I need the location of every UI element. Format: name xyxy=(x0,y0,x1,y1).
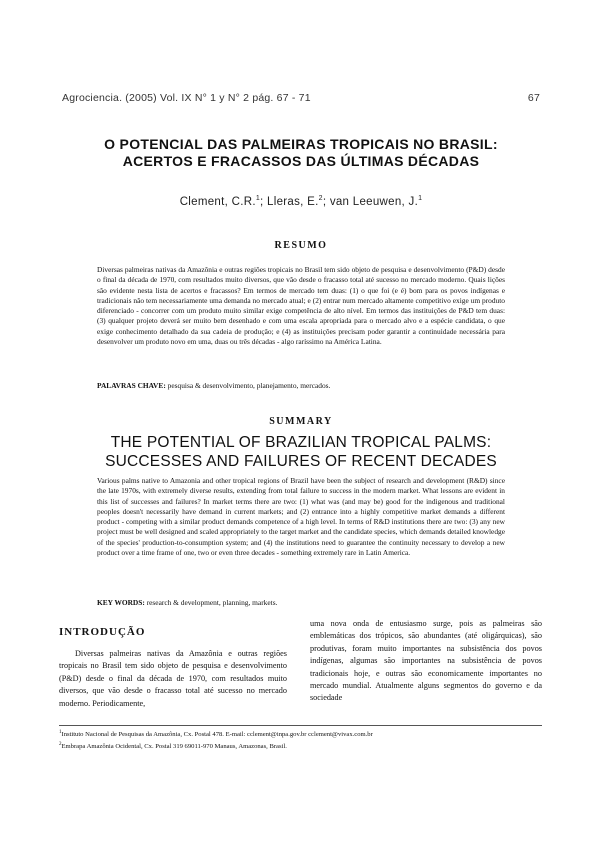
author-3: van Leeuwen, J. xyxy=(329,195,419,208)
left-column xyxy=(59,626,287,710)
intro-paragraph-right: uma nova onda de entusiasmo surge, pois as palmeiras são emblemáticas dos trópicos, são abundantes (até oligárquicas), são produtivas, foram muito importantes na subsistência dos povos indígenas, algumas são importantes na subsistência de povos tradicionais hoje, e outras são economicamente importantes no mercado mundial. Atualmente alguns segmentos do governo e da sociedade xyxy=(310,619,542,703)
running-head xyxy=(62,92,540,104)
author-list xyxy=(62,195,540,208)
author-2: Lleras, E. xyxy=(267,195,319,208)
title-en-line-1: THE POTENTIAL OF BRAZILIAN TROPICAL PALMS: xyxy=(110,434,492,451)
author-1-affiliation: 1 xyxy=(255,195,261,202)
footnote-2 xyxy=(59,740,542,752)
footnote-1-text: Instituto Nacional de Pesquisas da Amazônia, Cx. Postal 478. E-mail: cclement@inpa.gov.br cclement@vivax.com.br xyxy=(61,731,373,739)
title-portuguese xyxy=(62,136,540,170)
section-heading-introducao: INTRODUÇÃO xyxy=(59,626,146,638)
footnote-1 xyxy=(59,728,542,740)
resumo-keywords xyxy=(97,381,505,391)
footnote-divider xyxy=(59,725,542,726)
author-1: Clement, C.R. xyxy=(179,195,256,208)
summary-keywords xyxy=(97,598,505,608)
footnote-2-text: Embrapa Amazônia Ocidental, Cx. Postal 319 69011-970 Manaus, Amazonas, Brasil. xyxy=(61,742,287,750)
author-separator: ; xyxy=(322,195,330,208)
footnotes xyxy=(59,728,542,751)
summary-heading: SUMMARY xyxy=(269,416,333,427)
author-2-affiliation: 2 xyxy=(318,195,323,202)
keywords-label: KEY WORDS: xyxy=(97,598,145,607)
intro-paragraph-left: Diversas palmeiras nativas da Amazônia e outras regiões tropicais no Brasil tem sido objeto de pesquisa e desenvolvimento (P&D) desde o final da década de 1970, com resultados muito diversos, que vão desde o fracasso total até sucesso no mercado moderno. Periodicamente, xyxy=(59,649,287,708)
title-english xyxy=(62,433,540,471)
title-pt-line-1: O POTENCIAL DAS PALMEIRAS TROPICAIS NO BRASIL: xyxy=(104,136,498,152)
keywords-text: research & development, planning, markets. xyxy=(144,598,278,607)
resumo-heading: RESUMO xyxy=(274,240,328,251)
author-3-affiliation: 1 xyxy=(418,195,423,202)
right-column xyxy=(310,618,542,705)
keywords-text: pesquisa & desenvolvimento, planejamento, mercados. xyxy=(165,381,331,390)
title-pt-line-2: ACERTOS E FRACASSOS DAS ÚLTIMAS DÉCADAS xyxy=(122,153,480,169)
footnote-1-marker: 1 xyxy=(59,730,62,735)
author-separator: ; xyxy=(260,195,268,208)
keywords-label: PALAVRAS CHAVE: xyxy=(97,381,166,390)
resumo-body: Diversas palmeiras nativas da Amazônia e outras regiões tropicais no Brasil tem sido objeto de pesquisa e desenvolvimento (P&D) desde o final da década de 1970, com resultados muito diversos, que vão desde o fracasso total até sucesso no mercado moderno. Quais lições são evidente nesta lista de acertos e fracassos? Em termos de mercado tem duas: (1) o que foi (e é) bom para os povos indígenas e tradicionais não tem necessariamente uma demanda no mercado atual; e (2) entrar num mercado altamente competitivo exige um produto diferenciado - concorrer com um produto muito similar exige competência de alto nível. Em termos das instituições de P&D tem duas: (3) qualquer projeto deverá ser muito bem desenhado e com uma escala apropriada para o mercado alvo e a espécie candidata, o que exige conhecimento detalhado da sua cadeia de produção; e (4) as instituições precisam poder garantir a continuidade necessária para desenvolver um produto novo em uma, duas ou três décadas - algo raríssimo na América Latina. xyxy=(97,265,505,347)
footnote-2-marker: 2 xyxy=(59,741,62,747)
journal-citation: Agrociencia. (2005) Vol. IX N° 1 y N° 2 pág. 67 - 71 xyxy=(62,92,311,104)
page-number: 67 xyxy=(527,92,540,104)
summary-body: Various palms native to Amazonia and other tropical regions of Brazil have been the subject of research and development (R&D) since the late 1970s, with extremely diverse results, extending from total failure to success in the modern market. What lessons are evident in this list of successes and failures? In market terms there are two: (1) what was (and may be) good for the indigenous and traditional peoples doesn't necessarily have demand in current markets; and (2) entrance into a highly competitive market demands a different product - competing with a similar product demands competence of a high level. In terms of R&D institutions there are two: (3) any new project must be well designed and scaled appropriately to the target market and the candidate species, which demands detailed knowledge of the species' production-to-consumption system; and (4) the institutions need to guarantee the continuity necessary to develop a new product over a time frame of one, two or even three decades - something extremely rare in Latin America. xyxy=(97,476,505,558)
title-en-line-2: SUCCESSES AND FAILURES OF RECENT DECADES xyxy=(105,453,497,470)
